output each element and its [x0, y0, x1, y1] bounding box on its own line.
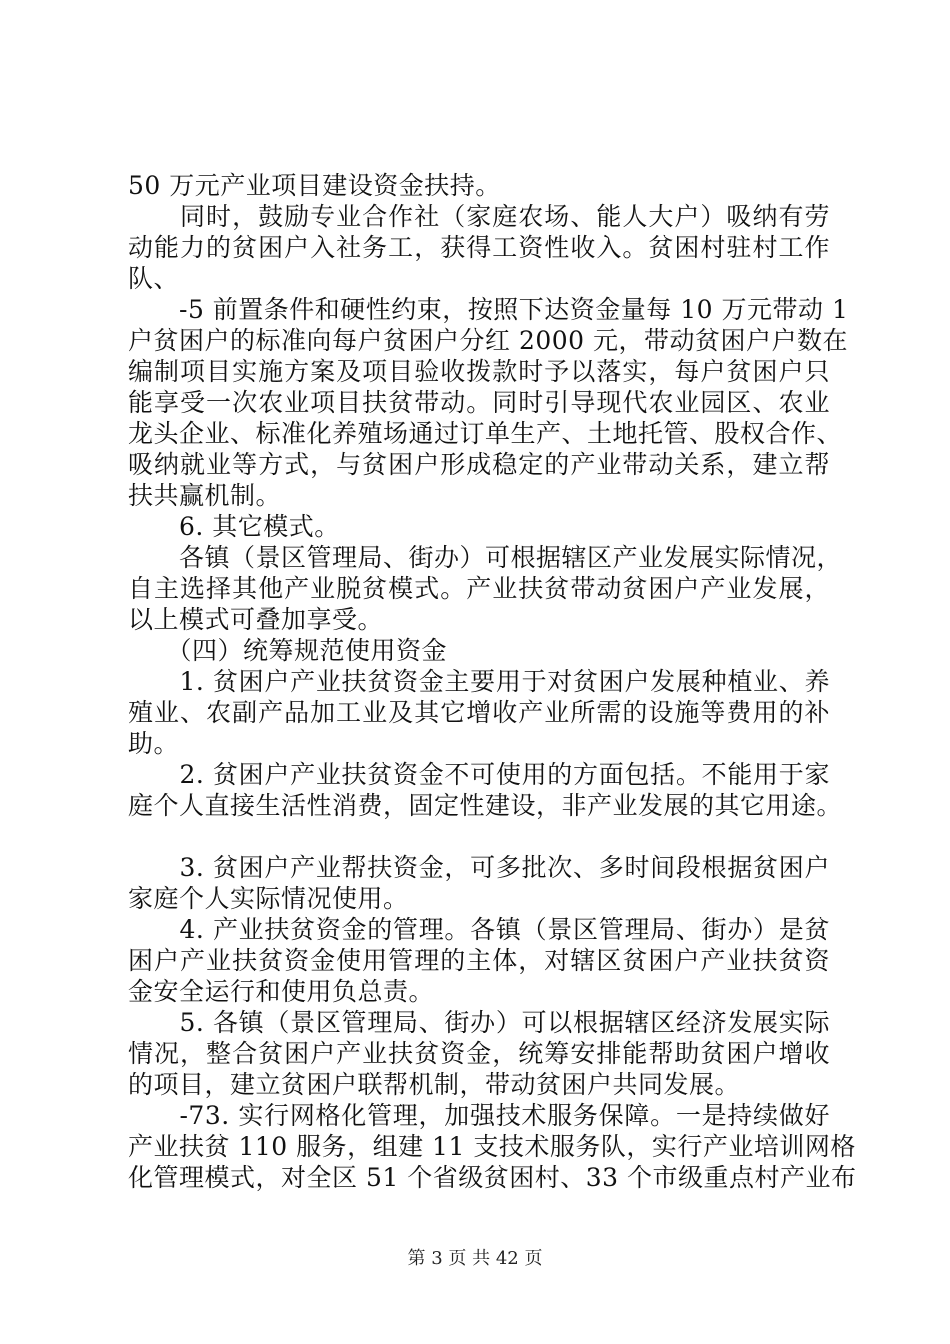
text-line: 龙头企业、标准化养殖场通过订单生产、土地托管、股权合作、: [128, 419, 843, 448]
text-line: 情况，整合贫困户产业扶贫资金，统筹安排能帮助贫困户增收: [128, 1039, 830, 1068]
text-line: 5. 各镇（景区管理局、街办）可以根据辖区经济发展实际: [128, 1008, 830, 1037]
page-number: 第 3 页 共 42 页: [407, 1248, 543, 1269]
text-line: 队、: [128, 264, 180, 293]
blank-line: [128, 821, 848, 852]
document-body: [128, 170, 857, 1193]
text-line: 编制项目实施方案及项目验收拨款时予以落实，每户贫困户只: [128, 357, 830, 386]
text-line: 户贫困户的标准向每户贫困户分红 2000 元，带动贫困户户数在: [128, 326, 849, 355]
text-line: 3. 贫困户产业帮扶资金，可多批次、多时间段根据贫困户: [128, 853, 830, 882]
text-line: 家庭个人实际情况使用。: [128, 884, 409, 913]
text-line: 助。: [128, 729, 180, 758]
text-line: 扶共赢机制。: [128, 481, 282, 510]
text-line: 6. 其它模式。: [128, 512, 340, 541]
text-line: 1. 贫困户产业扶贫资金主要用于对贫困户发展种植业、养: [128, 667, 830, 696]
text-line: 产业扶贫 110 服务，组建 11 支技术服务队，实行产业培训网格: [128, 1132, 856, 1161]
text-line: 50 万元产业项目建设资金扶持。: [128, 171, 501, 200]
text-line: 的项目，建立贫困户联帮机制，带动贫困户共同发展。: [128, 1070, 741, 1099]
text-line: 金安全运行和使用负总责。: [128, 977, 435, 1006]
text-line: 自主选择其他产业脱贫模式。产业扶贫带动贫困户产业发展，: [128, 574, 830, 603]
text-line: 各镇（景区管理局、街办）可根据辖区产业发展实际情况，: [128, 543, 843, 572]
text-line: 同时，鼓励专业合作社（家庭农场、能人大户）吸纳有劳: [128, 202, 830, 231]
text-line: -73. 实行网格化管理，加强技术服务保障。一是持续做好: [128, 1101, 830, 1130]
text-line: 动能力的贫困户入社务工，获得工资性收入。贫困村驻村工作: [128, 233, 830, 262]
text-line: -5 前置条件和硬性约束，按照下达资金量每 10 万元带动 1: [128, 295, 849, 324]
text-line: 困户产业扶贫资金使用管理的主体，对辖区贫困户产业扶贫资: [128, 946, 830, 975]
text-line: 2. 贫困户产业扶贫资金不可使用的方面包括。不能用于家: [128, 760, 830, 789]
section-heading: （四）统筹规范使用资金: [128, 636, 448, 665]
text-line: 4. 产业扶贫资金的管理。各镇（景区管理局、街办）是贫: [128, 915, 830, 944]
text-line: 庭个人直接生活性消费，固定性建设，非产业发展的其它用途。: [128, 791, 843, 820]
text-line: 能享受一次农业项目扶贫带动。同时引导现代农业园区、农业: [128, 388, 830, 417]
text-line: 以上模式可叠加享受。: [128, 605, 384, 634]
text-line: 吸纳就业等方式，与贫困户形成稳定的产业带动关系，建立帮: [128, 450, 830, 479]
text-line: 殖业、农副产品加工业及其它增收产业所需的设施等费用的补: [128, 698, 830, 727]
text-line: 化管理模式，对全区 51 个省级贫困村、33 个市级重点村产业布: [128, 1163, 857, 1192]
